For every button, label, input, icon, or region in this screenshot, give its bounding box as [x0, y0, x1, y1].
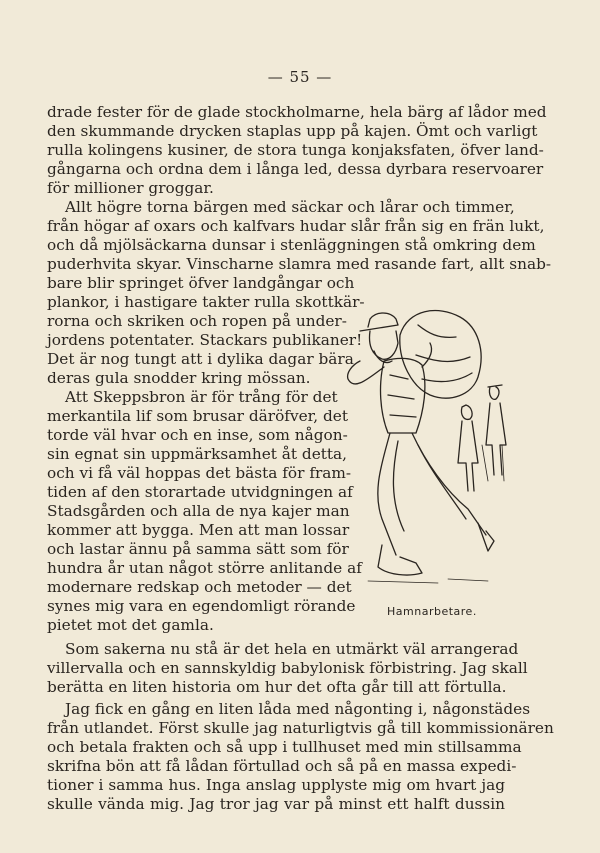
text-line: Allt högre torna bärgen med säckar och lårar och timmer,: [65, 198, 515, 216]
text-line: berätta en liten historia om hur det ofta går till att förtulla.: [47, 678, 507, 696]
text-line: och betala frakten och så upp i tullhuset med min stillsamma: [47, 738, 522, 756]
page-number: — 55 —: [267, 68, 333, 86]
text-line: villervalla och en sannskyldig babylonisk förbistring. Jag skall: [47, 659, 528, 677]
text-line: Att Skeppsbron är för trång för det: [65, 388, 338, 406]
text-line: från högar af oxars och kalfvars hudar slår från sig en frän lukt,: [47, 217, 545, 235]
text-line: drade fester för de glade stockholmarne, hela bärg af lådor med: [47, 103, 547, 121]
text-line: skulle vända mig. Jag tror jag var på minst ett halft dussin: [47, 795, 505, 813]
text-line: deras gula snodder kring mössan.: [47, 369, 311, 387]
text-line: Det är nog tungt att i dylika dagar bära: [47, 350, 354, 368]
text-line: för millioner groggar.: [47, 179, 214, 197]
text-line: skrifna bön att få lådan förtullad och så på en massa expedi-: [47, 757, 517, 775]
text-line: torde väl hvar och en inse, som någon-: [47, 426, 348, 444]
text-line: kommer att bygga. Men att man lossar: [47, 521, 350, 539]
text-line: den skummande drycken staplas upp på kajen. Ömt och varligt: [47, 122, 538, 140]
text-line: tioner i samma hus. Inga anslag upplyste mig om hvart jag: [47, 776, 505, 794]
text-line: plankor, i hastigare takter rulla skottkär-: [47, 293, 365, 311]
figure-caption: Hamnarbetare.: [387, 605, 477, 618]
text-line: sin egnat sin uppmärksamhet åt detta,: [47, 445, 348, 463]
dock-worker-illustration: [338, 295, 508, 595]
text-line: Jag fick en gång en liten låda med någonting i, någonstädes: [65, 700, 531, 718]
text-line: modernare redskap och metoder — det: [47, 578, 352, 596]
text-line: hundra år utan något större anlitande af: [47, 559, 362, 577]
text-line: rorna och skriken och ropen på under-: [47, 312, 347, 330]
text-line: Som sakerna nu stå är det hela en utmärkt väl arrangerad: [65, 640, 519, 658]
text-line: och lastar ännu på samma sätt som för: [47, 540, 349, 558]
text-line: tiden af den storartade utvidgningen af: [47, 483, 353, 501]
text-line: jordens potentater. Stackars publikaner!: [47, 331, 363, 349]
text-line: gångarna och ordna dem i långa led, dessa dyrbara reservoarer: [47, 160, 544, 178]
text-line: och då mjölsäckarna dunsar i stenläggningen stå omkring dem: [47, 236, 536, 254]
text-line: pietet mot det gamla.: [47, 616, 214, 634]
text-line: från utlandet. Först skulle jag naturligtvis gå till kommissionären: [47, 719, 554, 737]
text-line: rulla kolingens kusiner, de stora tunga konjaksfaten, öfver land-: [47, 141, 544, 159]
text-line: Stadsgården och alla de nya kajer man: [47, 502, 350, 520]
text-line: och vi få väl hoppas det bästa för fram-: [47, 464, 352, 482]
text-line: merkantila lif som brusar däröfver, det: [47, 407, 349, 425]
text-line: bare blir springet öfver landgångar och: [47, 274, 355, 292]
text-line: puderhvita skyar. Vinscharne slamra med rasande fart, allt snab-: [47, 255, 552, 273]
text-line: synes mig vara en egendomligt rörande: [47, 597, 356, 615]
